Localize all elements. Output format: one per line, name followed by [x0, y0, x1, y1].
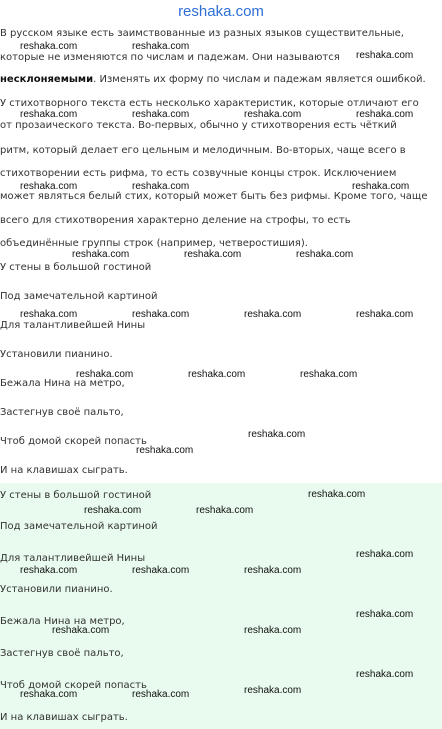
poem-line: Под замечательной картиной [0, 291, 158, 302]
paragraph-line: стихотворении есть рифма, то есть созвучные концы строк. Исключением [0, 168, 397, 179]
watermark: reshaka.com [244, 109, 302, 120]
watermark: reshaka.com [308, 489, 366, 500]
watermark: reshaka.com [356, 549, 414, 560]
watermark: reshaka.com [244, 309, 302, 320]
watermark: reshaka.com [196, 505, 254, 516]
poem-line: Застегнув своё пальто, [0, 648, 124, 659]
paragraph-line: может являться белый стих, который может быть без рифмы. Кроме того, чаще [0, 191, 428, 202]
poem-line: Для талантливейшей Нины [0, 553, 146, 564]
watermark: reshaka.com [76, 369, 134, 380]
paragraph-line: от прозаического текста. Во-первых, обычно у стихотворения есть чёткий [0, 120, 397, 131]
paragraph-text: . Изменять их форму по числам и падежам является ошибкой. [93, 74, 426, 85]
watermark: reshaka.com [20, 565, 78, 576]
watermark: reshaka.com [356, 109, 414, 120]
watermark: reshaka.com [132, 41, 190, 52]
watermark: reshaka.com [52, 625, 110, 636]
watermark: reshaka.com [244, 685, 302, 696]
watermark: reshaka.com [356, 50, 414, 61]
poem-line: Застегнув своё пальто, [0, 407, 124, 418]
poem-line: Бежала Нина на метро, [0, 616, 125, 627]
poem-line: И на клавишах сыграть. [0, 465, 128, 476]
watermark: reshaka.com [184, 249, 242, 260]
watermark: reshaka.com [84, 505, 142, 516]
watermark: reshaka.com [356, 309, 414, 320]
watermark: reshaka.com [72, 249, 130, 260]
poem-line: Чтоб домой скорей попасть [0, 680, 147, 691]
paragraph-line: У стихотворного текста есть несколько характеристик, которые отличают его [0, 98, 419, 109]
poem-line: Бежала Нина на метро, [0, 378, 125, 389]
watermark: reshaka.com [136, 445, 194, 456]
watermark: reshaka.com [20, 689, 78, 700]
watermark: reshaka.com [244, 565, 302, 576]
watermark: reshaka.com [20, 41, 78, 52]
paragraph-line: ритм, который делает его цельным и мелодичным. Во-вторых, чаще всего в [0, 145, 406, 156]
poem-line: Установили пианино. [0, 584, 113, 595]
watermark: reshaka.com [132, 565, 190, 576]
watermark: reshaka.com [300, 369, 358, 380]
key-term: несклоняемыми [0, 74, 94, 85]
paragraph-line: В русском языке есть заимствованные из разных языков существительные, [0, 28, 404, 39]
watermark: reshaka.com [188, 369, 246, 380]
watermark: reshaka.com [20, 309, 78, 320]
watermark: reshaka.com [132, 109, 190, 120]
poem-line: У стены в большой гостиной [0, 490, 152, 501]
paragraph-line: которые не изменяются по числам и падежам. Они называются [0, 52, 340, 63]
site-logo-link[interactable]: reshaka.com [178, 3, 264, 20]
poem-line: Под замечательной картиной [0, 521, 158, 532]
watermark: reshaka.com [20, 181, 78, 192]
paragraph-line-with-term [0, 74, 426, 86]
poem-line: Установили пианино. [0, 349, 113, 360]
watermark: reshaka.com [132, 689, 190, 700]
poem-line: Чтоб домой скорей попасть [0, 436, 147, 447]
paragraph-line: всего для стихотворения характерно деление на строфы, то есть [0, 215, 351, 226]
watermark: reshaka.com [244, 625, 302, 636]
watermark: reshaka.com [248, 429, 306, 440]
watermark: reshaka.com [296, 249, 354, 260]
paragraph-line: объединённые группы строк (например, четверостишия). [0, 238, 308, 249]
poem-line: Для талантливейшей Нины [0, 320, 146, 331]
poem-line: И на клавишах сыграть. [0, 712, 128, 723]
watermark: reshaka.com [20, 109, 78, 120]
watermark: reshaka.com [356, 609, 414, 620]
watermark: reshaka.com [132, 181, 190, 192]
watermark: reshaka.com [352, 181, 410, 192]
watermark: reshaka.com [356, 669, 414, 680]
poem-line: У стены в большой гостиной [0, 262, 152, 273]
watermark: reshaka.com [132, 309, 190, 320]
